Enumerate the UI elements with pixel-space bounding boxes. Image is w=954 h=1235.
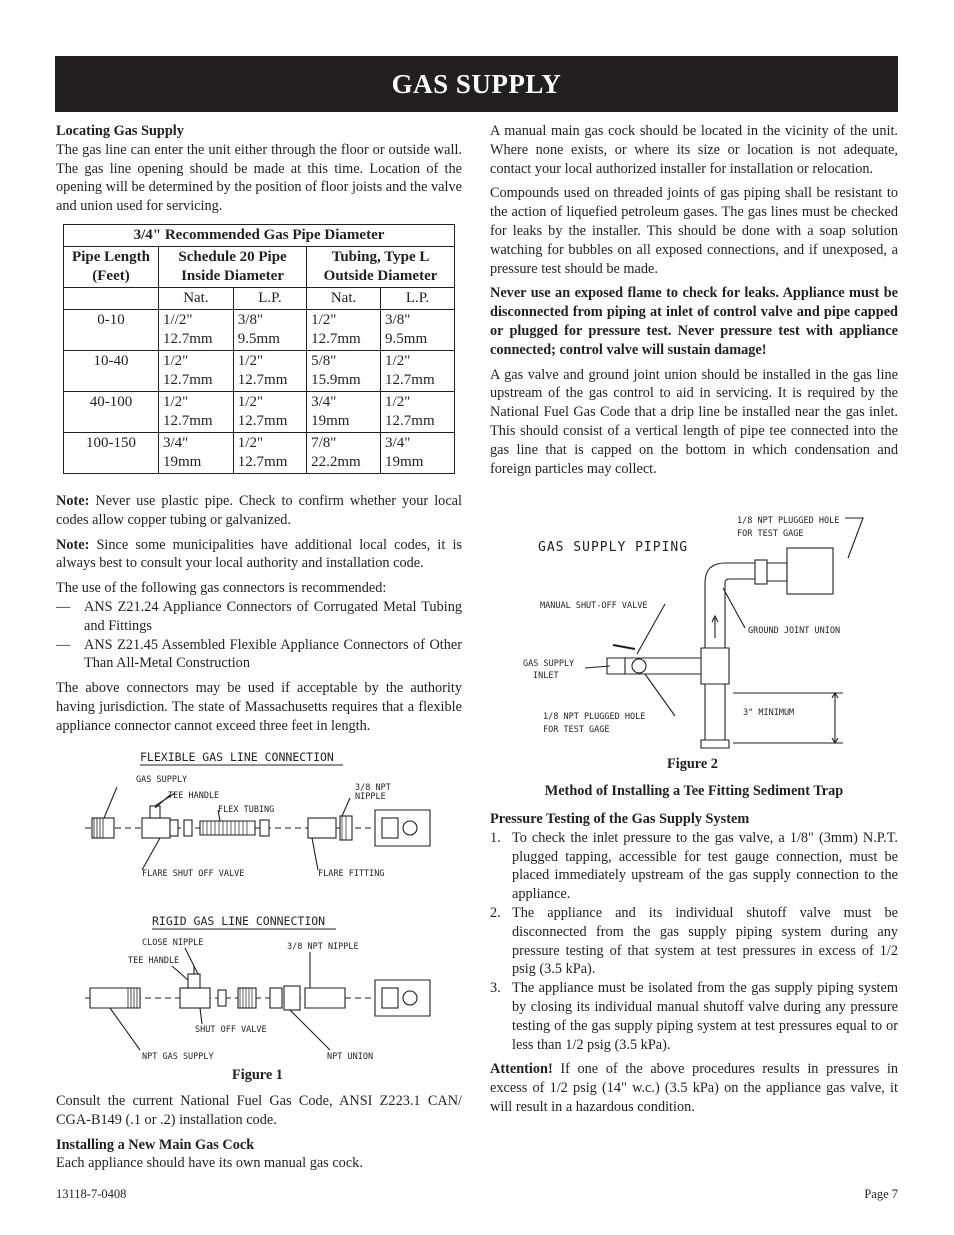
table-sub-empty xyxy=(64,287,159,309)
table-cell: 1/2" 12.7mm xyxy=(159,391,234,432)
fig1-label: NPT GAS SUPPLY xyxy=(142,1052,214,1062)
fig2-label: 3" MINIMUM xyxy=(743,708,795,718)
table-cell: 0-10 xyxy=(64,309,159,350)
figure1-diagram xyxy=(80,748,450,1068)
table-cell: 5/8" 15.9mm xyxy=(307,350,381,391)
fig1-rigid-title: RIGID GAS LINE CONNECTION xyxy=(152,914,326,928)
list-item: — ANS Z21.45 Assembled Flexible Appliance Connectors of Other Than All-Metal Construction xyxy=(56,636,462,672)
doc-number: 13118-7-0408 xyxy=(56,1187,127,1201)
page-banner xyxy=(55,56,898,112)
fig2-label: GAS SUPPLY xyxy=(523,659,575,669)
list-item: 1. To check the inlet pressure to the gas valve, a 1/8" (3mm) N.P.T. plugged tapping, accessible for test gauge connection, must be placed immediately upstream of the gas supply connection to the appliance. xyxy=(490,829,898,903)
figure2-diagram xyxy=(515,508,895,753)
pressure-heading: Pressure Testing of the Gas Supply System xyxy=(490,811,750,827)
table-cell: 3/4" 19mm xyxy=(159,432,234,473)
fig1-flex-title: FLEXIBLE GAS LINE CONNECTION xyxy=(140,750,334,764)
table-cell: 1/2" 12.7mm xyxy=(233,350,306,391)
figure1-caption: Figure 1 xyxy=(232,1067,283,1083)
fig2-label: MANUAL SHUT-OFF VALVE xyxy=(540,601,648,611)
list-item: 2. The appliance and its individual shutoff valve must be disconnected from the gas supply piping system during any pressure testing of that system at test pressures in excess of 1/2 psig (3.5 kPa). xyxy=(490,904,898,978)
fig1-label: FLARE SHUT OFF VALVE xyxy=(142,869,245,879)
fig1-label: 3/8 NPT xyxy=(355,783,391,793)
page-title: GAS SUPPLY xyxy=(391,68,562,99)
attention-label: Attention! xyxy=(490,1061,553,1078)
table-sub-cell: L.P. xyxy=(381,287,455,309)
paragraph: A manual main gas cock should be located in the vicinity of the unit. Where none exists, or where its size or location is not adequate, contact your local authorized installer for installation or relocation. xyxy=(490,123,898,177)
fig1-label: FLEX TUBING xyxy=(218,805,275,815)
table-cell: 1/2" 12.7mm xyxy=(159,350,234,391)
table-cell: 7/8" 22.2mm xyxy=(307,432,381,473)
list-item: — ANS Z21.24 Appliance Connectors of Corrugated Metal Tubing and Fittings xyxy=(56,598,462,634)
fig2-label: 1/8 NPT PLUGGED HOLE xyxy=(737,516,840,526)
note-plastic xyxy=(56,492,462,530)
paragraph: Compounds used on threaded joints of gas piping shall be resistant to the action of liquefied petroleum gases. The gas lines must be checked for leaks by the installer. This should be done with a soap solution watching for bubbles on all exposed connections, and if unexposed, a pressure test should be made. xyxy=(490,185,898,277)
list-item-text: ANS Z21.45 Assembled Flexible Appliance Connectors of Other Than All-Metal Construction xyxy=(84,636,462,672)
paragraph: A gas valve and ground joint union should be installed in the gas line upstream of the gas control to aid in servicing. It is required by the National Fuel Gas Code that a drip line be installed near the gas inlet. This should consist of a vertical length of pipe tee connected into the gas line that is capped on the bottom in which condensation and foreign particles may collect. xyxy=(490,366,898,477)
table-cell: 10-40 xyxy=(64,350,159,391)
attention-text: If one of the above procedures results in pressures in excess of 1/2 psig (14" w.c.) (3.5 kPa) on the appliance gas valve, it will result in a hazardous condition. xyxy=(490,1061,898,1115)
table-cell: 3/8" 9.5mm xyxy=(233,309,306,350)
fig1-label: FLARE FITTING xyxy=(318,869,385,879)
left-column xyxy=(56,122,462,742)
gas-pipe-table xyxy=(63,224,455,474)
fig2-title: GAS SUPPLY PIPING xyxy=(538,540,689,555)
fig1-label: CLOSE NIPPLE xyxy=(142,938,204,948)
table-cell: 1/2" 12.7mm xyxy=(233,391,306,432)
fig1-label: 3/8 NPT NIPPLE xyxy=(287,942,359,952)
connectors-intro: The use of the following gas connectors is recommended: xyxy=(56,580,387,597)
figure2-subcaption: Method of Installing a Tee Fitting Sediment Trap xyxy=(544,783,844,799)
table-cell: 1/2" 12.7mm xyxy=(233,432,306,473)
table-sub-cell: Nat. xyxy=(307,287,381,309)
note-label: Note: xyxy=(56,492,90,509)
fig2-label: 1/8 NPT PLUGGED HOLE xyxy=(543,712,646,722)
locating-text: The gas line can enter the unit either through the floor or outside wall. The gas line opening should be made at this time. Location of the opening will be determined by the position of floor joists and the valve and union used for servicing. xyxy=(56,141,462,215)
fig1-label: NPT UNION xyxy=(327,1052,374,1062)
fig2-label: INLET xyxy=(533,671,559,681)
table-header-length: Pipe Length (Feet) xyxy=(64,246,159,287)
list-item-text: The appliance must be isolated from the gas supply piping system by closing its individual manual shutoff valve during any pressure testing of the gas supply piping system at test pressures equal to or less than 1/2 psig (3.5 kPa). xyxy=(512,980,898,1053)
table-cell: 3/8" 9.5mm xyxy=(381,309,455,350)
table-row xyxy=(64,309,455,350)
pressure-section xyxy=(490,810,898,1123)
table-cell: 3/4" 19mm xyxy=(381,432,455,473)
figure2-caption: Figure 2 xyxy=(667,756,718,772)
fig2-label: GROUND JOINT UNION xyxy=(748,626,841,636)
table-row xyxy=(64,350,455,391)
table-cell: 1//2" 12.7mm xyxy=(159,309,234,350)
table-cell: 3/4" 19mm xyxy=(307,391,381,432)
table-cell: 100-150 xyxy=(64,432,159,473)
table-cell: 1/2" 12.7mm xyxy=(381,391,455,432)
fig1-label: TEE HANDLE xyxy=(168,791,220,801)
left-bottom-text xyxy=(56,1092,462,1173)
fig1-label: SHUT OFF VALVE xyxy=(195,1025,267,1035)
table-sub-cell: L.P. xyxy=(233,287,306,309)
fig1-label: GAS SUPPLY xyxy=(136,775,188,785)
cock-text: Each appliance should have its own manual gas cock. xyxy=(56,1155,363,1172)
consult-text: Consult the current National Fuel Gas Code, ANSI Z223.1 CAN/ CGA-B149 (.1 or .2) installation code. xyxy=(56,1093,462,1128)
list-item-text: To check the inlet pressure to the gas valve, a 1/8" (3mm) N.P.T. plugged tapping, accessible for test gauge connection, must be placed immediately upstream of the gas supply connection to the appliance. xyxy=(512,829,898,903)
list-item-text: The appliance and its individual shutoff valve must be disconnected from the gas supply piping system during any pressure testing of that system at test pressures in excess of 1/2 psig (3.5 kPa). xyxy=(512,904,898,978)
note-codes xyxy=(56,536,462,574)
note-text: Since some municipalities have additional local codes, it is always best to consult your local authority and installation code. xyxy=(56,536,462,572)
table-cell: 40-100 xyxy=(64,391,159,432)
page-number: Page 7 xyxy=(864,1187,898,1201)
table-header-tubing: Tubing, Type L Outside Diameter xyxy=(307,246,455,287)
table-row xyxy=(64,432,455,473)
list-item: 3. The appliance must be isolated from the gas supply piping system by closing its individual manual shutoff valve during any pressure testing of the gas supply piping system at test pressures equal to or less than 1/2 psig (3.5 kPa). xyxy=(490,980,898,1053)
table-sub-cell: Nat. xyxy=(159,287,234,309)
table-cell: 1/2" 12.7mm xyxy=(307,309,381,350)
warning-paragraph: Never use an exposed flame to check for leaks. Appliance must be disconnected from piping at inlet of control valve and pipe capped or plugged for pressure test. Never pressure test with appliance connected; control valve will sustain damage! xyxy=(490,285,898,358)
fig2-label: FOR TEST GAGE xyxy=(543,725,610,735)
table-title: 3/4" Recommended Gas Pipe Diameter xyxy=(64,224,455,246)
list-item-text: ANS Z21.24 Appliance Connectors of Corrugated Metal Tubing and Fittings xyxy=(84,598,462,634)
fig1-label: NIPPLE xyxy=(355,792,386,802)
attention-paragraph xyxy=(490,1060,898,1116)
cock-heading: Installing a New Main Gas Cock xyxy=(56,1136,255,1153)
connectors-note: The above connectors may be used if acceptable by the authority having jurisdiction. The state of Massachusetts requires that a flexible appliance connector cannot exceed three feet in length. xyxy=(56,680,462,734)
table-row xyxy=(64,391,455,432)
note-label: Note: xyxy=(56,536,90,553)
note-text: Never use plastic pipe. Check to confirm whether your local codes allow copper tubing or galvanized. xyxy=(56,492,462,528)
fig1-label: TEE HANDLE xyxy=(128,956,180,966)
table-header-pipe: Schedule 20 Pipe Inside Diameter xyxy=(159,246,307,287)
table-cell: 1/2" 12.7mm xyxy=(381,350,455,391)
right-column xyxy=(490,122,898,484)
locating-heading: Locating Gas Supply xyxy=(56,123,184,139)
fig2-label: FOR TEST GAGE xyxy=(737,529,804,539)
